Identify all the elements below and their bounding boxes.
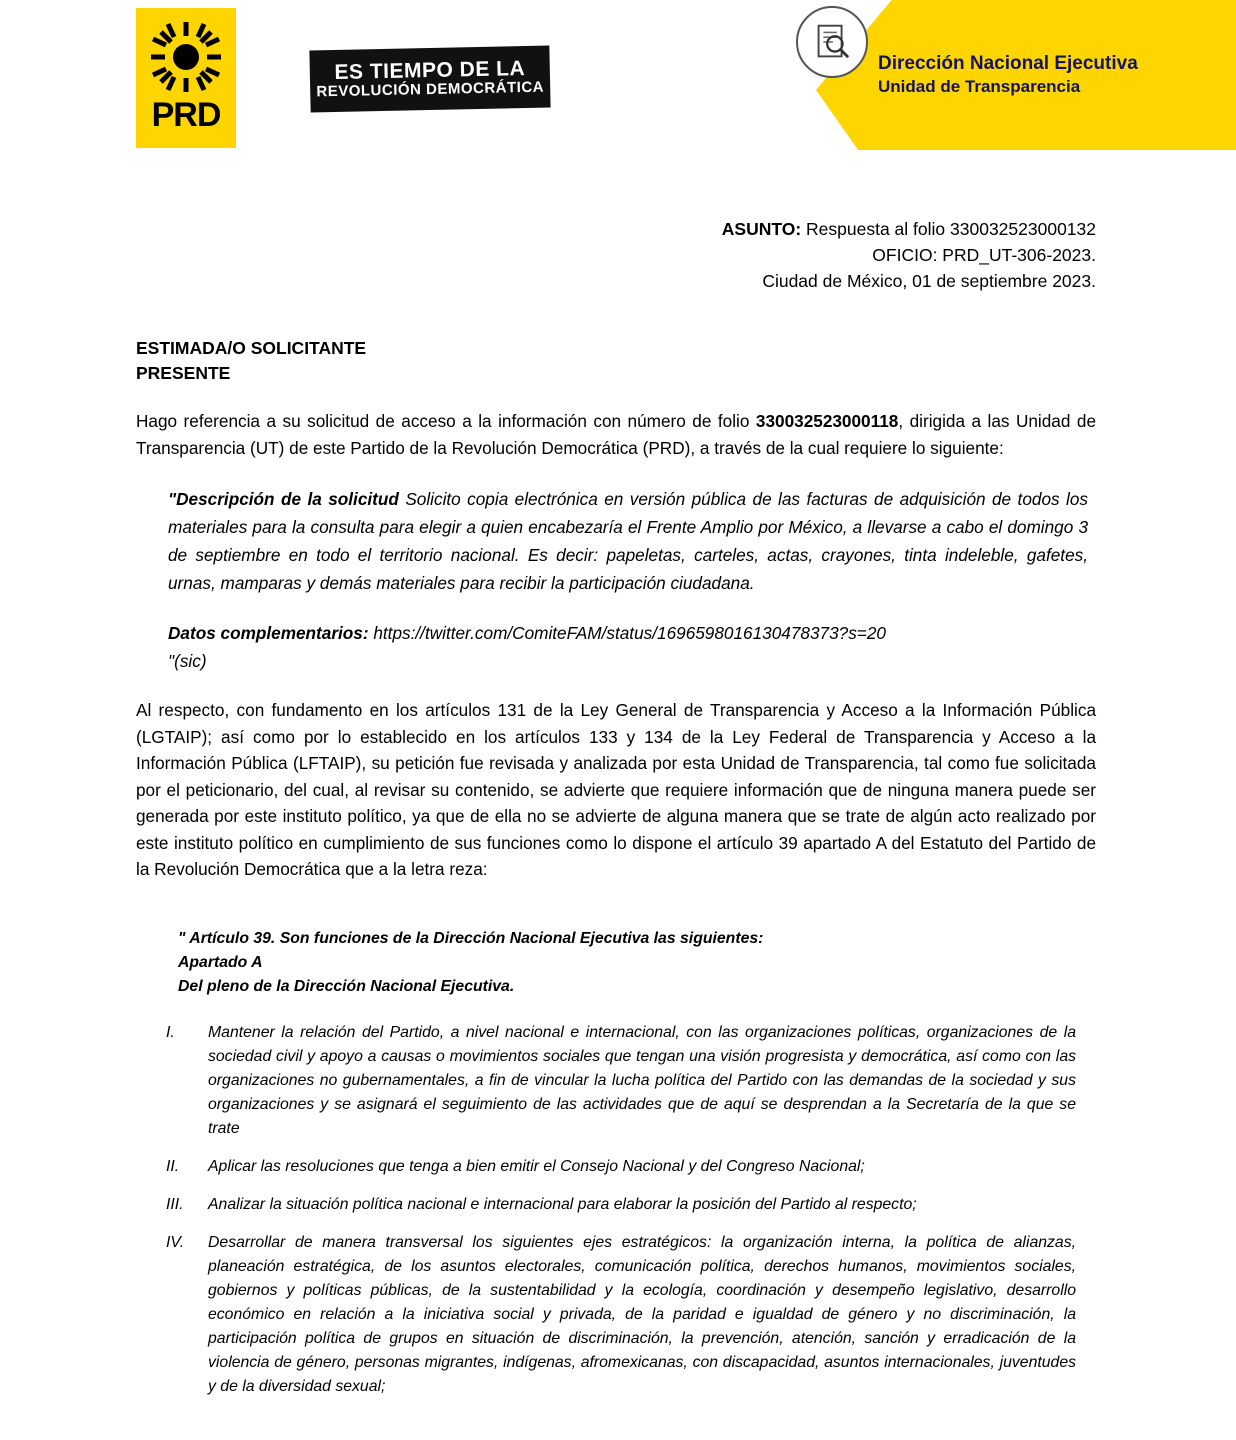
intro-paragraph (136, 408, 1096, 461)
dne-line-1: Dirección Nacional Ejecutiva (878, 53, 1138, 74)
intro-folio: 330032523000118 (755, 411, 899, 431)
additional-data (168, 619, 1096, 675)
request-description-text: Solicito copia electrónica en versión pública de las facturas de adquisición de todos los materiales para la consulta para elegir a quien encabezaría el Frente Amplio por México, a llevarse a cabo el domingo 3 de septiembre en todo el territorio nacional. Es decir: papeletas, carteles, actas, crayones, tinta indeleble, gafetes, urnas, mamparas y demás materiales para recibir la participación ciudadana. (168, 489, 1088, 593)
article-items-list (136, 1021, 1096, 1399)
slogan-badge (309, 45, 550, 112)
list-item-text: Mantener la relación del Partido, a nivel nacional e internacional, con las organizaciones políticas, organizaciones de la sociedad civil y apoyo a causas o movimientos sociales que tengan una visión progresista y democrática, así como con las organizaciones no gubernamentales, a fin de vincular la lucha política del Partido con las demandas de la sociedad y sus organizaciones y se asignará el seguimiento de las actividades que de aquí se desprendan a la Secretaría de la que se trate (208, 1023, 1076, 1137)
intro-pre: Hago referencia a su solicitud de acceso a la información con número de folio (136, 411, 756, 431)
dne-line-2: Unidad de Transparencia (878, 77, 1081, 96)
intro-post: , dirigida a las Unidad de Transparencia (UT) de este Partido de la Revolución Democrática (PRD), a través de la cual requiere lo siguiente: (136, 411, 1096, 458)
document-header (0, 0, 1236, 168)
sun-icon (149, 20, 223, 94)
list-item-text: Aplicar las resoluciones que tenga a bien emitir el Consejo Nacional y del Congreso Nacional; (208, 1157, 865, 1175)
list-item (136, 1155, 1096, 1179)
oficio-line: OFICIO: PRD_UT-306-2023. (872, 245, 1096, 265)
article-apartado: Apartado A (178, 953, 263, 971)
legal-basis-paragraph: Al respecto, con fundamento en los artículos 131 de la Ley General de Transparencia y Acceso a la Información Pública (LGTAIP); así como por lo establecido en los artículos 133 y 134 de la Ley Federal de Transparencia y Acceso a la Información Pública (LFTAIP), su petición fue revisada y analizada por esta Unidad de Transparencia, tal como fue solicitada por el peticionario, del cual, al revisar su contenido, se advierte que requiere información que de ninguna manera puede ser generada por este instituto político, ya que de ella no se advierte de alguna manera que se trate de algún acto realizado por este instituto político en cumplimiento de sus funciones como lo dispone el artículo 39 apartado A del Estatuto del Partido de la Revolución Democrática que a la letra reza: (136, 700, 1096, 879)
prd-wordmark: PRD (151, 96, 221, 134)
list-item-text: Analizar la situación política nacional e internacional para elaborar la posición del Partido al respecto; (208, 1195, 917, 1213)
request-description-label: "Descripción de la solicitud (168, 489, 399, 509)
request-description (168, 485, 1096, 597)
slogan-line-2: REVOLUCIÓN DEMOCRÁTICA (316, 78, 545, 101)
list-item-number: II. (166, 1157, 180, 1175)
additional-data-label: Datos complementarios: (168, 623, 369, 643)
asunto-block (136, 216, 1096, 294)
document-body (0, 216, 1236, 1399)
list-item (136, 1021, 1096, 1141)
list-item-number: I. (166, 1023, 175, 1041)
list-item-text: Desarrollar de manera transversal los siguientes ejes estratégicos: la organización interna, la política de alianzas, planeación estratégica, de los asuntos electorales, comunicación política, derechos humanos, movimientos sociales, gobiernos y políticas públicas, de la sustentabilidad y la ecología, coordinación y desempeño legislativo, desarrollo económico en relación a la iniciativa social y privada, de la paridad e igualdad de género y no discriminación, la participación política de grupos en situación de discriminación, la prevención, atención, sanción y erradicación de la violencia de género, personas migrantes, indígenas, afromexicanas, con discapacidad, asuntos internacionales, juventudes y de la diversidad sexual; (208, 1233, 1076, 1395)
article-heading (178, 927, 1096, 999)
document-magnifier-icon (796, 6, 868, 78)
addressee-block (136, 336, 1096, 386)
article-title: " Artículo 39. Son funciones de la Dirección Nacional Ejecutiva las siguientes: (178, 929, 764, 947)
dne-banner-text (878, 52, 1208, 98)
asunto-value: Respuesta al folio 330032523000132 (801, 219, 1096, 239)
list-item (136, 1231, 1096, 1399)
place-date-line: Ciudad de México, 01 de septiembre 2023. (762, 271, 1096, 291)
prd-logo (136, 8, 236, 148)
slogan-line-1: ES TIEMPO DE LA (334, 57, 526, 84)
list-item (136, 1193, 1096, 1217)
asunto-line (136, 216, 1096, 242)
addressee-line-1: ESTIMADA/O SOLICITANTE (136, 338, 367, 358)
article-subtitle: Del pleno de la Dirección Nacional Ejecutiva. (178, 977, 515, 995)
additional-data-link: https://twitter.com/ComiteFAM/status/1696598016130478373?s=20 (368, 623, 886, 643)
sic-note: "(sic) (168, 651, 207, 671)
list-item-number: IV. (166, 1233, 185, 1251)
addressee-line-2: PRESENTE (136, 363, 231, 383)
list-item-number: III. (166, 1195, 184, 1213)
asunto-label: ASUNTO: (721, 219, 802, 239)
